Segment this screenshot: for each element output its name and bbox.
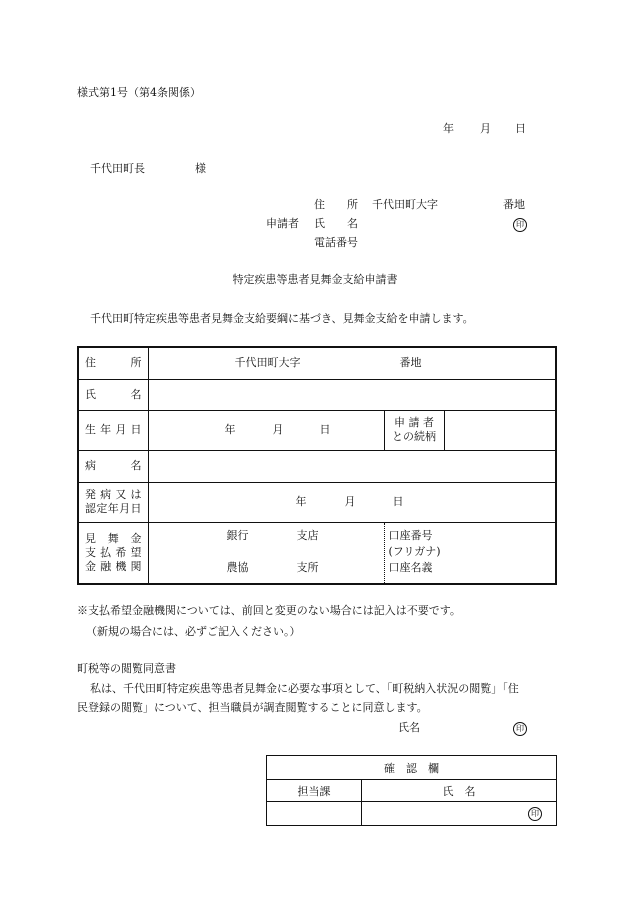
bank-label-line3: 金融機関 bbox=[85, 559, 142, 573]
name-cell[interactable] bbox=[148, 379, 556, 410]
confirmation-table bbox=[266, 755, 557, 826]
relation-label-line1: 申 請 者 bbox=[394, 416, 434, 429]
relation-label-line2: との続柄 bbox=[392, 430, 436, 443]
date-day-label: 日 bbox=[515, 122, 526, 135]
confirm-dept-cell[interactable] bbox=[267, 802, 362, 826]
nokyo-suffix: 農協 bbox=[226, 560, 249, 574]
address-value: 千代田町大字 bbox=[234, 356, 301, 370]
address-cell[interactable] bbox=[148, 347, 556, 379]
name-label: 氏 名 bbox=[78, 379, 148, 410]
disease-cell[interactable] bbox=[148, 450, 556, 482]
furigana-label: (フリガナ) bbox=[388, 544, 441, 558]
bank-name-cell[interactable] bbox=[148, 522, 384, 584]
onset-label-line2: 認定年月日 bbox=[85, 502, 142, 515]
application-table bbox=[77, 346, 557, 585]
branch-office-suffix: 支所 bbox=[296, 560, 319, 574]
date-month-label: 月 bbox=[480, 122, 491, 135]
onset-label bbox=[78, 482, 148, 522]
consent-seal-icon bbox=[513, 721, 527, 736]
onset-month-label: 月 bbox=[344, 495, 356, 508]
relation-label bbox=[384, 410, 444, 450]
address-label: 住 所 bbox=[78, 347, 148, 379]
onset-year-label: 年 bbox=[295, 495, 307, 508]
bank-label-line2: 支払希望 bbox=[85, 545, 142, 559]
note-line2: （新規の場合には、必ずご記入ください。） bbox=[86, 625, 301, 638]
account-number-label: 口座番号 bbox=[388, 528, 433, 542]
confirm-name-label: 氏 名 bbox=[362, 780, 557, 802]
applicant-seal-icon bbox=[513, 217, 527, 232]
applicant-address-label: 住 所 bbox=[314, 198, 358, 211]
row-name bbox=[78, 379, 556, 410]
birthdate-label: 生年月日 bbox=[78, 410, 148, 450]
bank-label bbox=[78, 522, 148, 584]
birth-year-label: 年 bbox=[224, 423, 236, 436]
form-id: 様式第1号（第4条関係） bbox=[77, 86, 201, 99]
consent-body-line2: 民登録の閲覧」について、担当職員が調査閲覧することに同意します。 bbox=[77, 701, 428, 714]
onset-day-label: 日 bbox=[392, 495, 404, 508]
row-birthdate bbox=[78, 410, 556, 450]
row-onset bbox=[78, 482, 556, 522]
onset-cell[interactable] bbox=[148, 482, 556, 522]
relation-cell[interactable] bbox=[444, 410, 556, 450]
date-year-label: 年 bbox=[443, 122, 454, 135]
account-name-label: 口座名義 bbox=[388, 560, 433, 574]
applicant-address-value: 千代田町大字 bbox=[372, 198, 438, 211]
seal-mark: 印 bbox=[513, 218, 527, 232]
disease-label: 病 名 bbox=[78, 450, 148, 482]
birth-day-label: 日 bbox=[319, 423, 331, 436]
birthdate-cell[interactable] bbox=[148, 410, 384, 450]
row-disease bbox=[78, 450, 556, 482]
row-bank bbox=[78, 522, 556, 584]
applicant-label: 申請者 bbox=[266, 217, 299, 230]
birth-month-label: 月 bbox=[272, 423, 284, 436]
document-title: 特定疾患等患者見舞金支給申請書 bbox=[232, 273, 398, 286]
branch-suffix: 支店 bbox=[296, 528, 319, 542]
confirm-title: 確 認 欄 bbox=[267, 756, 557, 780]
address-suffix: 番地 bbox=[399, 356, 422, 370]
addressee-honorific: 様 bbox=[195, 162, 206, 175]
addressee-name: 千代田町長 bbox=[90, 162, 145, 175]
onset-label-line1: 発病又は bbox=[85, 488, 142, 501]
row-address bbox=[78, 347, 556, 379]
note-line1: ※支払希望金融機関については、前回と変更のない場合には記入は不要です。 bbox=[77, 604, 461, 617]
consent-heading: 町税等の閲覧同意書 bbox=[77, 662, 176, 675]
applicant-address-suffix: 番地 bbox=[503, 198, 525, 211]
consent-body-line1: 私は、千代田町特定疾患等患者見舞金に必要な事項として、「町税納入状況の閲覧」「住 bbox=[90, 682, 519, 695]
applicant-name-label: 氏 名 bbox=[314, 217, 358, 230]
confirm-seal-icon: 印 bbox=[528, 807, 542, 821]
consent-name-label: 氏名 bbox=[398, 721, 420, 734]
account-cell[interactable] bbox=[384, 522, 556, 584]
bank-label-line1: 見 舞 金 bbox=[85, 531, 142, 545]
confirm-dept-label: 担当課 bbox=[267, 780, 362, 802]
confirm-name-cell[interactable] bbox=[362, 802, 557, 826]
intro-text: 千代田町特定疾患等患者見舞金支給要綱に基づき、見舞金支給を申請します。 bbox=[90, 312, 474, 325]
bank-suffix: 銀行 bbox=[226, 528, 249, 542]
applicant-phone-label: 電話番号 bbox=[314, 236, 358, 249]
seal-mark: 印 bbox=[513, 722, 527, 736]
